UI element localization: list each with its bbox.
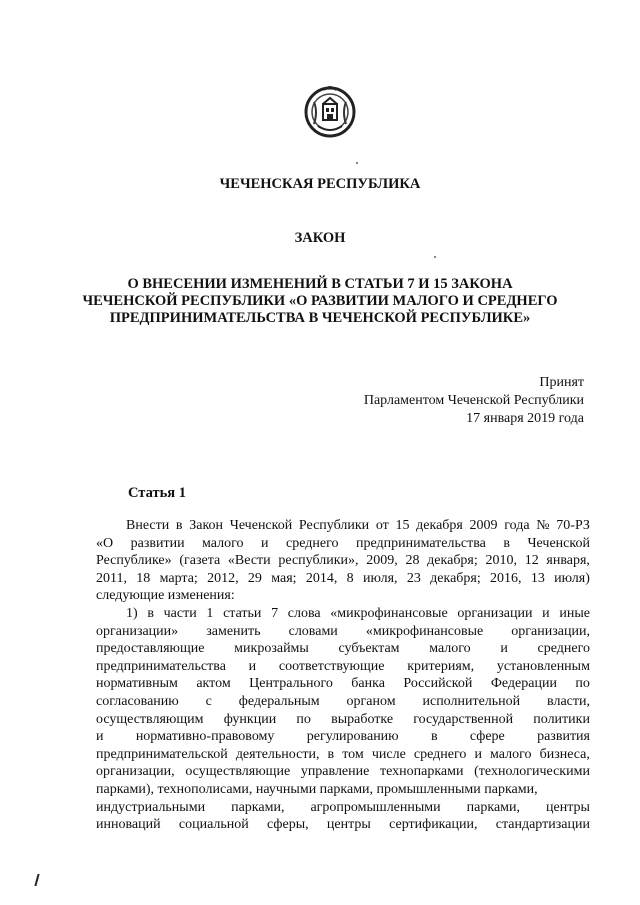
body-word: (технологическими [474, 764, 590, 780]
body-line [96, 570, 590, 588]
body-word: слова [287, 605, 321, 621]
body-word: 28 [405, 553, 420, 569]
body-word: парками), технополисами, научными парками, промышленными парками, [96, 781, 538, 797]
body-word: заменить [206, 623, 261, 639]
body-word: предпринимательства [355, 535, 486, 551]
body-word: банка [351, 676, 385, 692]
article-heading: Статья 1 [128, 485, 186, 501]
body-word: 1 [206, 605, 214, 621]
law-title-line: О ВНЕСЕНИИ ИЗМЕНЕНИЙ В СТАТЬИ 7 И 15 ЗАКОНА [127, 276, 513, 292]
body-word: согласованию [96, 693, 179, 709]
body-word: числе [371, 746, 406, 762]
body-word: государственной [413, 711, 514, 727]
body-word: Чеченской [229, 518, 293, 533]
body-word: декабря [416, 518, 463, 533]
body-word: и [261, 535, 269, 551]
body-word: бизнеса, [539, 746, 590, 762]
body-word: 18 [136, 570, 151, 586]
body-word: 8 [346, 570, 354, 586]
body-word: установленным [496, 658, 590, 674]
body-word: организации, [96, 764, 175, 780]
body-word: с [205, 693, 212, 709]
body-word: 2012, [207, 570, 239, 586]
body-word: января, [546, 553, 590, 569]
body-word: «микрофинансовые [330, 605, 448, 621]
law-title [0, 276, 640, 327]
body-word: № [536, 518, 550, 533]
body-line [96, 746, 590, 764]
body-word: исполнительной [422, 693, 521, 709]
body-word: нормативным [96, 676, 178, 692]
body-word: 2010, [485, 553, 517, 569]
body-word: Центрального [249, 676, 333, 692]
scan-speck [434, 256, 436, 258]
body-word: года [504, 518, 530, 533]
body-word: 2009 [469, 518, 498, 533]
body-word: 2016, [490, 570, 522, 586]
body-line [96, 816, 590, 834]
body-word: субъектам [338, 641, 400, 657]
body-word: и [542, 605, 550, 621]
body-word: осуществляющие [185, 764, 291, 780]
body-word: сертификации, [389, 817, 478, 833]
body-line [96, 605, 590, 623]
body-word: 12 [524, 553, 539, 569]
body-word: и [474, 746, 482, 762]
body-word: центры [546, 799, 590, 815]
body-word: развитии [130, 535, 185, 551]
body-word: среднего [413, 746, 467, 762]
body-word: деятельности, [235, 746, 320, 762]
body-word: организации, [511, 623, 590, 639]
body-word: социальной [178, 817, 249, 833]
body-line [96, 552, 590, 570]
body-word: от [375, 518, 389, 533]
body-word: 7 [271, 605, 279, 621]
body-line [96, 728, 590, 746]
body-word: среднего [286, 535, 339, 551]
body-word: центры [326, 817, 371, 833]
scan-speck [356, 162, 358, 164]
republic-heading: ЧЕЧЕНСКАЯ РЕСПУБЛИКА [219, 176, 421, 192]
body-word: следующие изменения: [96, 588, 235, 604]
body-line [96, 517, 590, 535]
body-word: и [96, 729, 104, 745]
body-word: малого [490, 746, 532, 762]
body-word: Закон [189, 518, 224, 533]
body-word: Внести [126, 518, 170, 533]
body-word: нормативно-правовому [135, 729, 275, 745]
body-word: по [575, 676, 590, 692]
body-word: регулированию [306, 729, 399, 745]
body-word: управление [300, 764, 370, 780]
body-word: микрозаймы [234, 641, 309, 657]
body-word: парками, [231, 799, 285, 815]
body-word: 2011, [96, 570, 127, 586]
body-word: сфере [469, 729, 505, 745]
body-word: 15 [395, 518, 410, 533]
adoption-line: Парламентом Чеченской Республики [363, 393, 584, 408]
body-word: среднего [537, 641, 590, 657]
body-word: «Вести [227, 553, 271, 569]
body-word: Республике» [96, 553, 172, 569]
law-title-line: ЧЕЧЕНСКОЙ РЕСПУБЛИКИ «О РАЗВИТИИ МАЛОГО И СРЕДНЕГО [82, 293, 558, 309]
body-word: и [500, 641, 508, 657]
body-word: соответствующие [278, 658, 385, 674]
coat-of-arms-icon [304, 82, 356, 142]
body-line [96, 658, 590, 676]
body-line [96, 640, 590, 658]
body-word: власти, [547, 693, 590, 709]
body-word: агропромышленными [310, 799, 441, 815]
body-word: индустриальными [96, 799, 206, 815]
body-word: 13 [530, 570, 545, 586]
body-word: актом [196, 676, 231, 692]
body-word: органом [346, 693, 396, 709]
body-line [96, 799, 590, 817]
body-word: в [327, 746, 335, 762]
body-word: «микрофинансовые [365, 623, 484, 639]
body-word: 29 [247, 570, 262, 586]
law-heading: ЗАКОН [294, 230, 346, 246]
body-line [96, 675, 590, 693]
body-word: словами [288, 623, 338, 639]
body-word: развития [537, 729, 590, 745]
body-word: Республики [298, 518, 370, 533]
body-word: июля) [554, 570, 590, 586]
body-word: 1) [126, 605, 138, 621]
body-word: в [147, 605, 154, 621]
body-word: предоставляющие [96, 641, 205, 657]
body-word: 23 [406, 570, 421, 586]
body-word: предпринимательства [96, 658, 226, 674]
body-word: 2014, [305, 570, 338, 586]
body-word: организации [457, 605, 533, 621]
body-word: статьи [223, 605, 262, 621]
adoption-date: 17 января 2019 года [466, 411, 584, 426]
article-body [96, 517, 590, 834]
body-word: «О [96, 535, 114, 551]
body-word: том [342, 746, 364, 762]
body-word: организации» [96, 623, 179, 639]
body-word: федеральным [238, 693, 320, 709]
body-word: стандартизации [495, 817, 590, 833]
body-word: республики», [278, 553, 359, 569]
body-word: в [175, 518, 183, 533]
body-word: политики [533, 711, 590, 727]
body-word: 70-РЗ [556, 518, 590, 533]
body-line [96, 693, 590, 711]
body-word: малого [429, 641, 471, 657]
body-word: инноваций [96, 817, 161, 833]
body-word: и [248, 658, 257, 674]
body-word: сферы, [267, 817, 309, 833]
body-line [96, 587, 590, 605]
body-line [96, 535, 590, 553]
body-word: (газета [179, 553, 221, 569]
body-word: части [163, 605, 197, 621]
body-word: июля, [362, 570, 398, 586]
body-word: по [296, 711, 311, 727]
body-word: осуществляющим [96, 711, 204, 727]
body-word: малого [202, 535, 244, 551]
body-word: декабря; [427, 553, 478, 569]
body-word: предпринимательской [96, 746, 228, 762]
body-word: критериям, [407, 658, 475, 674]
law-title-line: ПРЕДПРИНИМАТЕЛЬСТВА В ЧЕЧЕНСКОЙ РЕСПУБЛИКЕ» [109, 310, 531, 326]
body-word: парками, [466, 799, 521, 815]
body-word: декабря; [430, 570, 481, 586]
body-word: Чеченской [527, 535, 590, 551]
body-line [96, 763, 590, 781]
adoption-block [364, 374, 584, 428]
body-line [96, 711, 590, 729]
adoption-line: Принят [539, 375, 584, 390]
body-word: 2009, [366, 553, 398, 569]
body-word: функции [223, 711, 277, 727]
body-word: мая; [271, 570, 297, 586]
body-word: иные [559, 605, 590, 621]
body-word: марта; [159, 570, 198, 586]
body-line [96, 781, 590, 799]
body-word: Российской [403, 676, 473, 692]
body-word: в [430, 729, 438, 745]
body-word: выработке [331, 711, 394, 727]
body-line [96, 623, 590, 641]
body-word: технопарками [379, 764, 464, 780]
body-word: в [503, 535, 510, 551]
body-word: Федерации [490, 676, 557, 692]
scan-mark [34, 874, 39, 886]
